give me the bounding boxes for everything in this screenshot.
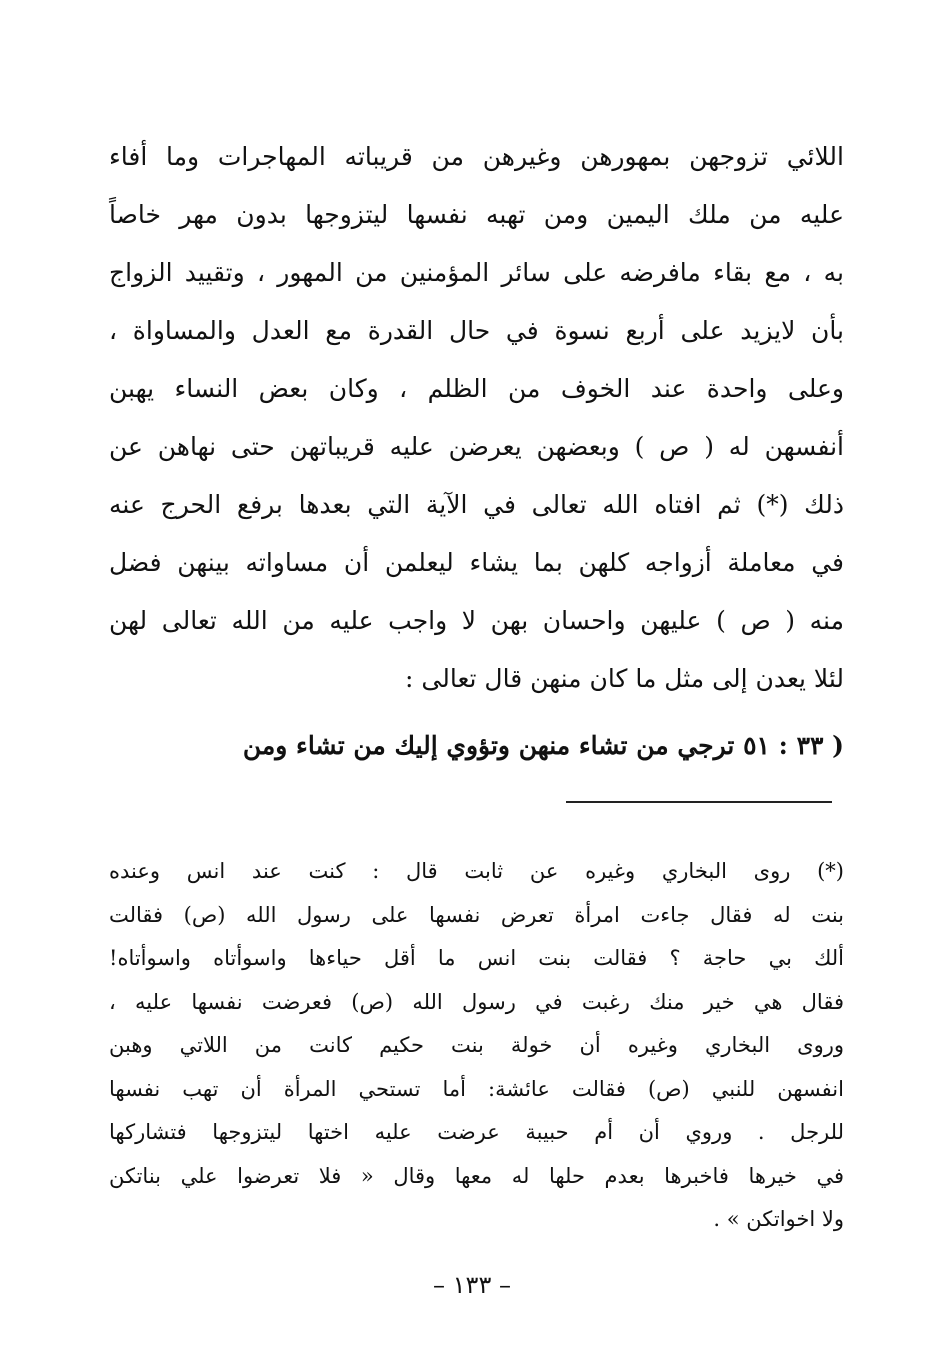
text-line: وعلى واحدة عند الخوف من الظلم ، وكان بعض النساء يهبن — [109, 374, 844, 403]
text-line: به ، مع بقاء مافرضه على سائر المؤمنين من المهور ، وتقييد الزواج — [109, 258, 844, 287]
text-line: ذلك (*) ثم افتاه الله تعالى في الآية التي بعدها برفع الحرج عنه — [109, 490, 844, 519]
quran-verse-line: ( ٣٣ : ٥١ ترجي من تشاء منهن وتؤوي إليك من تشاء ومن — [242, 731, 844, 760]
text-line: في معاملة أزواجه كلهن بما يشاء ليعلمن أن مساواته بينهن فضل — [109, 548, 844, 577]
footnote-line: فقال هي خير منك رغبت في رسول الله (ص) فعرضت نفسها عليه ، — [109, 989, 844, 1014]
footnote-line: للرجل . وروي أن أم حبيبة عرضت عليه اختها ليتزوجها فتشاركها — [109, 1120, 844, 1144]
footnote-line: انفسهن للنبي (ص) فقالت عائشة: أما تستحي المرأة أن تهب نفسها — [109, 1076, 844, 1101]
footnote-line: ولا اخواتكن » . — [713, 1207, 844, 1231]
footnote-line: (*) روى البخاري وغيره عن ثابت قال : كنت عند انس وعنده — [109, 859, 844, 883]
text-line: لئلا يعدن إلى مثل ما كان منهن قال تعالى : — [405, 664, 844, 693]
footnote-line: وروى البخاري وغيره أن خولة بنت حكيم كانت من اللاتي وهبن — [109, 1033, 844, 1057]
text-line: عليه من ملك اليمين ومن تهبه نفسها ليتزوجها بدون مهر خاصاً — [109, 200, 844, 229]
text-line: اللائي تزوجهن بمهورهن وغيرهن من قريباته المهاجرات وما أفاء — [109, 142, 844, 171]
text-line: منه ( ص ) عليهن واحسان بهن لا واجب عليه من الله تعالى لهن — [109, 606, 844, 635]
footnote-separator — [566, 801, 832, 803]
footnote-line: بنت له فقال جاءت امرأة تعرض نفسها على رسول الله (ص) فقالت — [109, 902, 845, 927]
footnote-line: في خيرها فاخبرها بعدم حلها له معها وقال « فلا تعرضوا علي بناتكن — [109, 1163, 844, 1188]
text-line: بأن لايزيد على أربع نسوة في حال القدرة مع العدل والمساواة ، — [109, 316, 844, 345]
footnote-block — [109, 850, 844, 1242]
text-line: أنفسهن له ( ص ) وبعضهن يعرضن عليه قريباتهن حتى نهاهن عن — [109, 432, 844, 461]
main-text-block — [109, 128, 844, 708]
page-number: – ١٣٣ – — [433, 1271, 511, 1299]
footnote-line: ألك بي حاجة ؟ فقالت بنت انس ما أقل حياءها واسوأتاه واسوأتاه! — [109, 946, 844, 970]
